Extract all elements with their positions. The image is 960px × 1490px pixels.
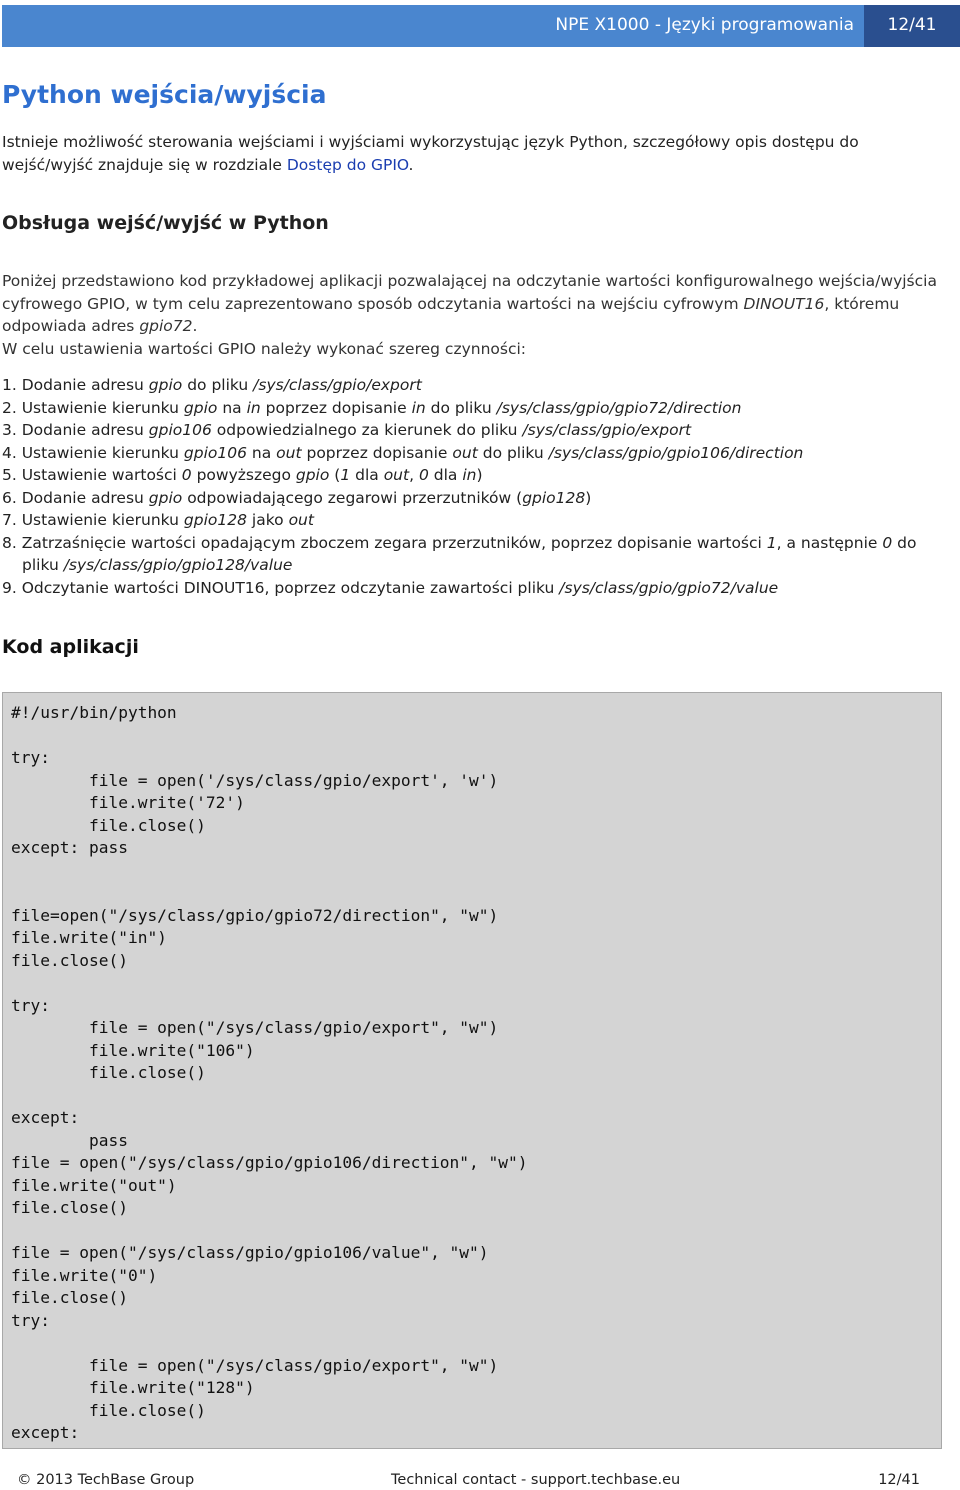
step-item: 2. Ustawienie kierunku gpio na in poprzez dopisanie in do pliku /sys/class/gpio/gpio72/direction [2, 398, 742, 417]
step-emphasis: gpio128 [522, 488, 586, 507]
step-emphasis: /sys/class/gpio/gpio72/value [559, 578, 779, 597]
description-text-c: . [192, 317, 198, 335]
step-emphasis: in [246, 398, 261, 417]
step-emphasis: /sys/class/gpio/gpio72/direction [496, 398, 742, 417]
step-emphasis: /sys/class/gpio/gpio128/value [63, 556, 293, 574]
step-item: 7. Ustawienie kierunku gpio128 jako out [2, 511, 314, 529]
step-emphasis: in [462, 466, 477, 484]
step-emphasis: gpio106 [183, 443, 247, 462]
step-emphasis: 0 [181, 466, 192, 484]
step-item: 9. Odczytanie wartości DINOUT16, poprzez odczytanie zawartości pliku /sys/class/gpio/gpio72/value [2, 578, 779, 597]
step-emphasis: gpio [148, 376, 183, 394]
description-dinout: DINOUT16 [743, 294, 825, 313]
step-emphasis: gpio [148, 488, 183, 507]
header-title-bar [2, 5, 864, 47]
footer-contact: Technical contact - support.techbase.eu [391, 1472, 681, 1488]
step-emphasis: 1 [340, 466, 351, 484]
footer-page-number: 12/41 [878, 1472, 920, 1488]
description-gpio: gpio72 [139, 317, 193, 335]
description-paragraph [2, 270, 952, 338]
steps-list [2, 374, 952, 599]
code-section-title: Kod aplikacji [2, 636, 139, 658]
document-title: NPE X1000 - Języki programowania [555, 15, 854, 35]
page-footer [0, 1470, 960, 1490]
step-item: 5. Ustawienie wartości 0 powyższego gpio (1 dla out, 0 dla in) [2, 466, 483, 484]
step-emphasis: /sys/class/gpio/export [522, 421, 692, 439]
step-emphasis: 0 [418, 466, 429, 484]
step-item: 6. Dodanie adresu gpio odpowiadającego zegarowi przerzutników (gpio128) [2, 488, 592, 507]
step-emphasis: out [452, 443, 478, 462]
step-emphasis: /sys/class/gpio/export [253, 376, 422, 394]
intro-text: Istnieje możliwość sterowania wejściami i wyjściami wykorzystując język Python, szczegółowy opis dostępu do wejść/wyjść znajduje się w rozdziale [2, 133, 859, 174]
code-block [2, 692, 942, 1449]
steps-intro: W celu ustawienia wartości GPIO należy wykonać szereg czynności: [2, 339, 527, 358]
step-emphasis: out [288, 511, 314, 529]
description-text-b: , któremu odpowiada adres [2, 294, 900, 335]
step-emphasis: gpio128 [183, 511, 247, 529]
step-emphasis: gpio106 [148, 421, 212, 439]
gpio-access-link[interactable]: Dostęp do GPIO [286, 156, 409, 174]
header-page-number: 12/41 [887, 15, 937, 35]
intro-paragraph [2, 131, 952, 177]
intro-end: . [408, 156, 414, 174]
step-item: 3. Dodanie adresu gpio106 odpowiedzialnego za kierunek do pliku /sys/class/gpio/export [2, 421, 692, 439]
description [2, 270, 952, 360]
section-title: Python wejścia/wyjścia [2, 80, 327, 109]
step-emphasis: out [276, 443, 302, 462]
step-emphasis: gpio [295, 466, 330, 484]
step-emphasis: 1 [766, 533, 777, 552]
code-text: #!/usr/bin/python try: file = open('/sys/class/gpio/export', 'w') file.write('72') file.close() except: pass file=open("/sys/class/gpio/gpio72/direction", "w") file.write("in") file.close() try: file = open("/sys/class/gpio/export", "w") file.write("106") file.close() except: pass file = open("/sys/class/gpio/gpio106/direction", "w") file.write("out") file.close() file = open("/sys/class/gpio/gpio106/value", "w") file.write("0") file.close() try: file = open("/sys/class/gpio/export", "w") file.write("128") file.close() except: [11, 703, 528, 1442]
header-page-box [864, 5, 960, 47]
step-emphasis: /sys/class/gpio/gpio106/direction [548, 443, 804, 462]
step-item: 1. Dodanie adresu gpio do pliku /sys/class/gpio/export [2, 376, 422, 394]
step-emphasis: 0 [882, 533, 893, 552]
step-emphasis: out [383, 466, 410, 484]
step-emphasis: in [411, 398, 426, 417]
step-item: 8. Zatrzaśnięcie wartości opadającym zboczem zegara przerzutników, poprzez dopisanie wartości 1, a następnie 0 do pliku /sys/class/gpio/gpio128/value [2, 533, 917, 574]
step-item: 4. Ustawienie kierunku gpio106 na out poprzez dopisanie out do pliku /sys/class/gpio/gpio106/direction [2, 443, 804, 462]
step-emphasis: gpio [183, 398, 218, 417]
page-header [0, 5, 960, 47]
description-text-a: Poniżej przedstawiono kod przykładowej aplikacji pozwalającej na odczytanie wartości konfigurowalnego wejścia/wyjścia cyfrowego GPIO, w tym celu zaprezentowano sposób odczytania wartości na wejściu cyfrowym [2, 272, 937, 313]
footer-copyright: © 2013 TechBase Group [17, 1472, 195, 1488]
subsection-title: Obsługa wejść/wyjść w Python [2, 212, 329, 234]
